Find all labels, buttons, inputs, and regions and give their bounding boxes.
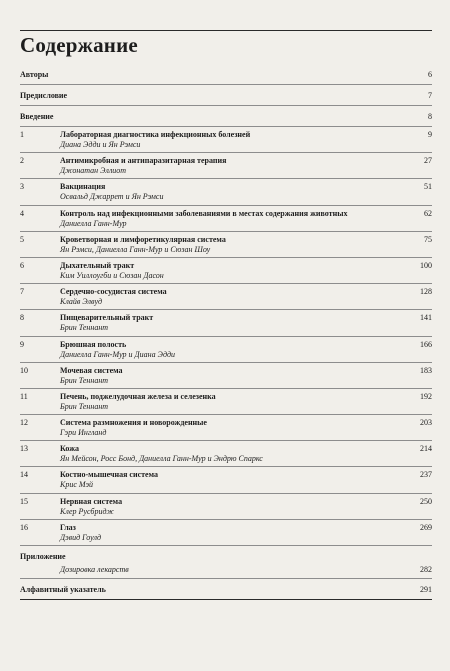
chapter-title: Костно-мышечная система <box>60 470 158 480</box>
chapter-number: 10 <box>20 365 28 375</box>
appendix-title: Приложение <box>20 552 66 561</box>
chapter-number: 6 <box>20 260 24 270</box>
chapter-page: 51 <box>424 182 432 192</box>
entry-title: Предисловие <box>20 91 68 100</box>
chapter-number: 5 <box>20 234 24 244</box>
chapter-entry[interactable] <box>20 494 432 520</box>
toc-entry-appendix <box>20 546 432 563</box>
chapter-authors: Гэри Ингланд <box>60 428 107 438</box>
chapter-authors: Клер Русбридж <box>60 506 114 516</box>
chapter-title: Контроль над инфекционными заболеваниями в местах содержания животных <box>60 208 348 218</box>
chapter-page: 269 <box>420 522 432 532</box>
chapter-entry[interactable] <box>20 415 432 441</box>
chapter-number: 11 <box>20 391 28 401</box>
chapter-page: 250 <box>420 496 432 506</box>
chapter-page: 141 <box>420 313 432 323</box>
chapter-page: 166 <box>420 339 432 349</box>
chapter-authors: Даниелла Ганн-Мур и Диана Эдди <box>60 349 176 359</box>
chapter-number: 15 <box>20 496 28 506</box>
chapter-page: 100 <box>420 260 432 270</box>
appendix-item: Дозировка лекарств <box>60 565 129 574</box>
chapter-number: 7 <box>20 287 24 297</box>
index-title: Алфавитный указатель <box>20 585 106 594</box>
table-of-contents <box>20 64 432 600</box>
chapter-number: 3 <box>20 182 24 192</box>
chapter-entry[interactable] <box>20 258 432 284</box>
chapter-entry[interactable] <box>20 310 432 336</box>
chapter-authors: Брин Теннант <box>60 323 109 333</box>
chapter-page: 214 <box>420 444 432 454</box>
chapter-entry[interactable] <box>20 153 432 179</box>
chapter-authors: Джонатан Эллиот <box>60 166 127 176</box>
chapter-page: 9 <box>428 130 432 139</box>
chapter-authors: Диана Эдди и Ян Рэмси <box>60 140 141 149</box>
chapter-entry[interactable] <box>20 467 432 493</box>
chapter-authors: Освальд Джаррет и Ян Рэмси <box>60 192 164 202</box>
chapter-authors: Ян Рэмси, Даниелла Ганн-Мур и Сюзан Шоу <box>60 244 211 254</box>
chapter-page: 203 <box>420 418 432 428</box>
chapter-title: Кожа <box>60 444 80 454</box>
chapter-entry[interactable] <box>20 363 432 389</box>
chapter-title: Дыхательный тракт <box>60 260 135 270</box>
chapter-page: 75 <box>424 234 432 244</box>
chapter-page: 192 <box>420 391 432 401</box>
chapter-entry[interactable] <box>20 206 432 232</box>
entry-title: Введение <box>20 112 54 121</box>
chapter-title: Мочевая система <box>60 365 123 375</box>
appendix-page: 282 <box>420 565 432 574</box>
entry-page: 6 <box>428 70 432 79</box>
chapter-number: 16 <box>20 522 28 532</box>
index-page: 291 <box>420 585 432 594</box>
toc-entry-introduction[interactable] <box>20 106 432 127</box>
chapter-title: Глаз <box>60 522 76 532</box>
entry-page: 8 <box>428 112 432 121</box>
chapter-title: Нервная система <box>60 496 123 506</box>
chapter-title: Система размножения и новорожденные <box>60 418 207 428</box>
chapter-title: Сердечно-сосудистая система <box>60 287 167 297</box>
chapter-entry[interactable] <box>20 179 432 205</box>
chapter-number: 8 <box>20 313 24 323</box>
chapter-authors: Клайв Элвуд <box>60 297 103 307</box>
chapter-authors: Брин Теннант <box>60 375 109 385</box>
chapter-entry[interactable] <box>20 284 432 310</box>
top-rule <box>20 30 432 31</box>
chapter-number: 4 <box>20 208 24 218</box>
chapter-title: Лабораторная диагностика инфекционных болезней <box>60 130 251 139</box>
chapter-authors: Крис Мэй <box>60 480 94 490</box>
entry-title: Авторы <box>20 70 49 79</box>
chapter-authors: Ян Мейсон, Росс Бонд, Даниелла Ганн-Мур и Эндрю Спаркс <box>60 454 263 464</box>
toc-entry-appendix-item[interactable] <box>20 563 432 579</box>
toc-entry-index[interactable] <box>20 579 432 600</box>
chapter-entry[interactable] <box>20 441 432 467</box>
chapter-number: 2 <box>20 156 24 166</box>
toc-entry-preface[interactable] <box>20 85 432 106</box>
chapter-page: 183 <box>420 365 432 375</box>
chapter-title: Вакцинация <box>60 182 106 192</box>
chapter-page: 27 <box>424 156 432 166</box>
chapter-authors: Брин Теннант <box>60 401 109 411</box>
chapter-number: 14 <box>20 470 28 480</box>
entry-page: 7 <box>428 91 432 100</box>
chapter-page: 237 <box>420 470 432 480</box>
chapter-entry[interactable] <box>20 232 432 258</box>
chapter-authors: Ким Уиллоугби и Сюзан Дасон <box>60 270 164 280</box>
chapter-entry[interactable] <box>20 389 432 415</box>
chapter-entry[interactable] <box>20 337 432 363</box>
chapter-title: Кроветворная и лимфоретикулярная система <box>60 234 226 244</box>
chapter-page: 128 <box>420 287 432 297</box>
chapter-number: 12 <box>20 418 28 428</box>
toc-entry-authors[interactable] <box>20 64 432 85</box>
chapter-number: 9 <box>20 339 24 349</box>
chapter-number: 1 <box>20 130 24 139</box>
chapter-entry[interactable] <box>20 520 432 546</box>
chapter-page: 62 <box>424 208 432 218</box>
chapter-number: 13 <box>20 444 28 454</box>
chapter-title: Брюшная полость <box>60 339 127 349</box>
chapter-title: Антимикробная и антипаразитарная терапия <box>60 156 227 166</box>
chapter-authors: Даниелла Ганн-Мур <box>60 218 127 228</box>
chapter-authors: Дэвид Гоулд <box>60 532 101 542</box>
chapter-entry[interactable] <box>20 127 432 153</box>
page-title: Содержание <box>20 33 138 57</box>
chapter-title: Печень, поджелудочная железа и селезенка <box>60 391 216 401</box>
chapter-title: Пищеварительный тракт <box>60 313 154 323</box>
